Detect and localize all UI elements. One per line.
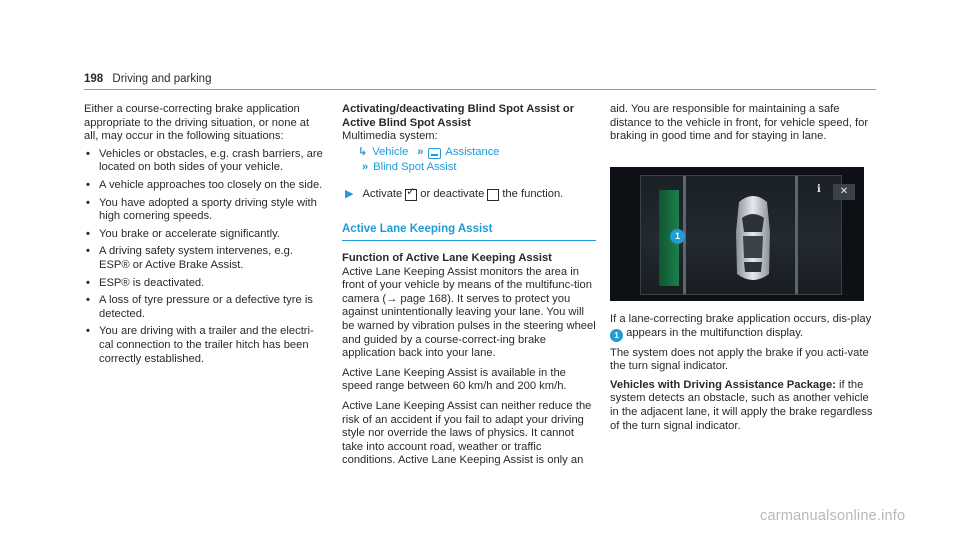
path-blind-spot-assist[interactable]: Blind Spot Assist <box>373 161 457 174</box>
checkbox-empty-icon <box>487 189 499 201</box>
intro-text: Either a course-correcting brake application appropriate to the driving situation, or none at all, may occur in the following situations: <box>84 103 310 143</box>
column-1 <box>84 103 324 370</box>
multimedia-label: Multimedia system: <box>342 130 438 143</box>
column-3-bottom <box>610 313 876 438</box>
path-row-2 <box>342 161 596 176</box>
function-heading: Function of Active Lane Keeping Assist <box>342 251 552 264</box>
paragraph: Active Lane Keeping Assist monitors the area in front of your vehicle by means of the multifunc-tion camera (→ page 168). It serves to protect you against unintentionally leaving your lane. You will be warned by vibration pulses in the steering wheel and guided by a course-correct-ing brake application back into your lane. <box>342 265 596 360</box>
close-icon: ✕ <box>833 184 855 200</box>
callout-badge: 1 <box>670 229 685 244</box>
paragraph: The system does not apply the brake if you acti-vate the turn signal indicator. <box>610 346 869 373</box>
paragraph: Active Lane Keeping Assist can neither reduce the risk of an accident if you fail to adapt your driving style nor override the laws of physics. It cannot take into account road, weather or traffic conditions. Active Lane Keeping Assist is only an <box>342 399 592 467</box>
path-arrow-icon: ↳ <box>358 146 368 159</box>
path-assistance[interactable]: Assistance <box>445 146 500 159</box>
menu-path <box>342 146 596 176</box>
display-figure <box>610 167 864 301</box>
list-item: • A driving safety system intervenes, e.g. ESP® or Active Brake Assist. <box>86 245 294 271</box>
chapter-title: Driving and parking <box>112 73 212 85</box>
page-header <box>84 73 211 85</box>
list-item: • Vehicles or obstacles, e.g. crash barriers, are located on both sides of your vehicle. <box>86 147 323 174</box>
section-heading: Active Lane Keeping Assist <box>342 223 596 241</box>
list-item: • A loss of tyre pressure or a defective tyre is detected. <box>86 294 313 320</box>
lane-line <box>795 176 798 294</box>
column-3-top <box>610 103 876 144</box>
double-chevron-icon: » <box>417 146 424 159</box>
activate-heading: Activating/deactivating Blind Spot Assist or Active Blind Spot Assist <box>342 103 575 129</box>
package-label: Vehicles with Driving Assistance Package: <box>610 378 836 391</box>
page-number: 198 <box>84 73 104 85</box>
checkbox-checked-icon <box>405 189 417 201</box>
watermark: carmanualsonline.info <box>760 508 906 524</box>
list-item: • ESP® is deactivated. <box>86 276 205 289</box>
list-item: • You have adopted a sporty driving style with high cornering speeds. <box>86 196 317 223</box>
info-icon: i <box>817 184 821 195</box>
paragraph: Active Lane Keeping Assist is available in the speed range between 60 km/h and 200 km/h. <box>342 366 567 393</box>
column-2 <box>342 103 596 468</box>
situations-list <box>84 148 324 366</box>
paragraph: If a lane-correcting brake application occurs, dis-play 1 appears in the multifunction display. <box>610 313 872 340</box>
double-chevron-icon: » <box>362 161 369 174</box>
header-rule <box>84 89 876 90</box>
action-step: ▶ Activate ✓ or deactivate the function. <box>342 188 596 202</box>
callout-badge: 1 <box>610 329 623 342</box>
paragraph: Vehicles with Driving Assistance Package: if the system detects an obstacle, such as another vehicle in the adjacent lane, it will apply the brake regardless of the turn signal indicator. <box>610 378 873 432</box>
paragraph: aid. You are responsible for maintaining a safe distance to the vehicle in front, for vehicle speed, for braking in good time and for staying in lane. <box>610 103 869 143</box>
step-arrow-icon: ▶ <box>345 187 354 200</box>
car-icon <box>428 148 441 159</box>
list-item: • You are driving with a trailer and the electri-cal connection to the trailer hitch has been correctly established. <box>86 325 314 365</box>
path-vehicle[interactable]: Vehicle <box>372 146 409 159</box>
path-row-1 <box>342 146 596 161</box>
vehicle-top-view-icon <box>729 188 777 288</box>
list-item: • A vehicle approaches too closely on the side. <box>86 178 323 191</box>
list-item: • You brake or accelerate significantly. <box>86 227 280 240</box>
